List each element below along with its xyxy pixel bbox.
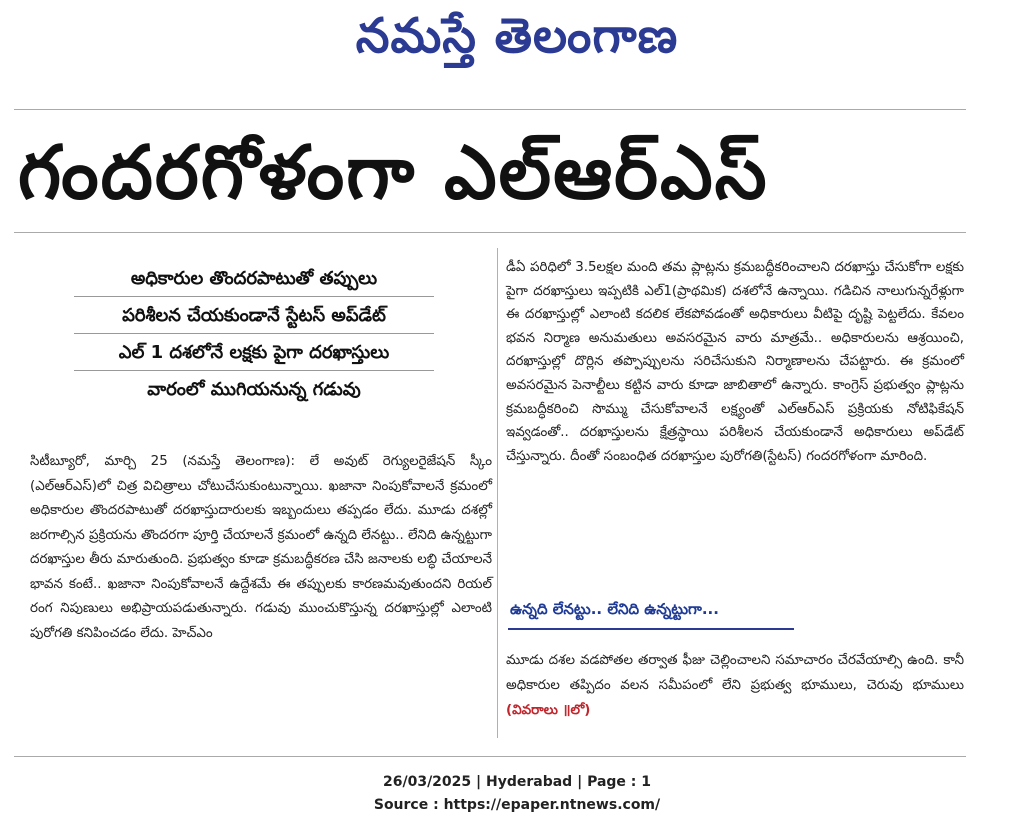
footer-divider bbox=[14, 756, 966, 757]
subhead-divider bbox=[74, 370, 434, 371]
headline-divider bbox=[14, 232, 966, 233]
subhead-divider bbox=[74, 296, 434, 297]
subhead-3: ఎల్ 1 దశలోనే లక్షకు పైగా దరఖాస్తులు bbox=[118, 342, 390, 363]
masthead-divider bbox=[14, 109, 966, 110]
column-divider bbox=[497, 248, 498, 738]
crosshead: ఉన్నది లేనట్టు.. లేనిది ఉన్నట్టుగా... bbox=[510, 600, 719, 618]
footer-source-line: Source : https://epaper.ntnews.com/ bbox=[373, 797, 661, 813]
masthead-logo: నమస్తే తెలంగాణ bbox=[355, 8, 679, 64]
article-body-right-continued bbox=[506, 648, 964, 723]
subhead-4: వారంలో ముగియనున్న గడువు bbox=[147, 379, 361, 400]
article-body-right: డీఏ పరిధిలో 3.5లక్షల మంది తమ ప్లాట్లను క్రమబద్ధీకరించాలని దరఖాస్తు చేసుకోగా లక్షకు పైగా దరఖాస్తులు ఇప్పటికి ఎల్1(ప్రాథమిక) దశలోనే ఉన్నాయి. గడిచిన నాలుగున్నరేళ్లుగా ఈ దరఖాస్తుల్లో ఎలాంటి కదలిక లేకపోవడంతో అధికారులు వీటిపై దృష్టి పెట్టలేదు. కేవలం భవన నిర్మాణ అనుమతులు అవసరమైన వారు మాత్రమే.. అధికారులను ఆశ్రయించి, దరఖాస్తుల్లో దొర్లిన తప్పొప్పులను సరిచేసుకుని నిర్మాణాలను చేపట్టారు. ఈ క్రమంలో అవసరమైన పెనాల్టీలు కట్టిన వారు కూడా జాబితాలో ఉన్నారు. కాంగ్రెస్ ప్రభుత్వం ప్లాట్లను క్రమబద్ధీకరించి సొమ్ము చేసుకోవాలనే లక్ష్యంతో ఎల్‌ఆర్‌ఎస్ ప్రక్రియకు నోటిఫికేషన్ ఇవ్వడంతో.. దరఖాస్తులను క్షేత్రస్థాయి పరిశీలన చేయకుండానే అధికారులు అప్‌డేట్ చేస్తున్నారు. దీంతో సంబంధిత దరఖాస్తుల పురోగతి(స్టేటస్) గందరగోళంగా మారింది. bbox=[506, 260, 964, 464]
footer-date-line: 26/03/2025 | Hyderabad | Page : 1 bbox=[382, 774, 652, 790]
article-body-left: సిటీబ్యూరో, మార్చి 25 (నమస్తే తెలంగాణ): లే అవుట్ రెగ్యులరైజేషన్ స్కీం (ఎల్‌ఆర్‌ఎస్)లో చిత్ర విచిత్రాలు చోటుచేసుకుంటున్నాయి. ఖజానా నింపుకోవాలనే క్రమంలో అధికారుల తొందరపాటుతో దరఖాస్తుదారులకు ఇబ్బందులు తప్పడం లేదు. మూడు దశల్లో జరగాల్సిన ప్రక్రియను తొందరగా పూర్తి చేయాలనే క్రమంలో ఉన్నది లేనట్టు.. లేనిది ఉన్నట్టుగా దరఖాస్తుల తీరు మారుతుంది. ప్రభుత్వం కూడా క్రమబద్ధీకరణ చేసి జనాలకు లబ్ధి చేయాలనే భావన కంటే.. ఖజానా నింపుకోవాలనే ఉద్దేశమే ఈ తప్పులకు కారణమవుతుందని రియల్ రంగ నిపుణులు అభిప్రాయపడుతున్నారు. గడువు ముంచుకొస్తున్న దరఖాస్తుల్లో ఎలాంటి పురోగతి కనిపించడం లేదు. హెచ్ఎం bbox=[30, 454, 492, 641]
subhead-1: అధికారుల తొందరపాటుతో తప్పులు bbox=[130, 268, 378, 289]
subheads bbox=[16, 262, 492, 407]
subhead-divider bbox=[74, 333, 434, 334]
article-continuation-text: మూడు దశల వడపోతల తర్వాత ఫీజు చెల్లించాలని సమాచారం చేరవేయాల్సి ఉంది. కానీ అధికారుల తప్పిదం వలన సమీపంలో లేని ప్రభుత్వ భూములు, చెరువు భూములు bbox=[506, 653, 964, 693]
headline: గందరగోళంగా ఎల్‌ఆర్‌ఎస్ bbox=[18, 130, 769, 216]
subhead-2: పరిశీలన చేయకుండానే స్టేటస్ అప్‌డేట్ bbox=[122, 305, 386, 326]
crosshead-underline bbox=[508, 628, 794, 630]
continued-reference: (వివరాలు ॥లో) bbox=[506, 703, 591, 718]
